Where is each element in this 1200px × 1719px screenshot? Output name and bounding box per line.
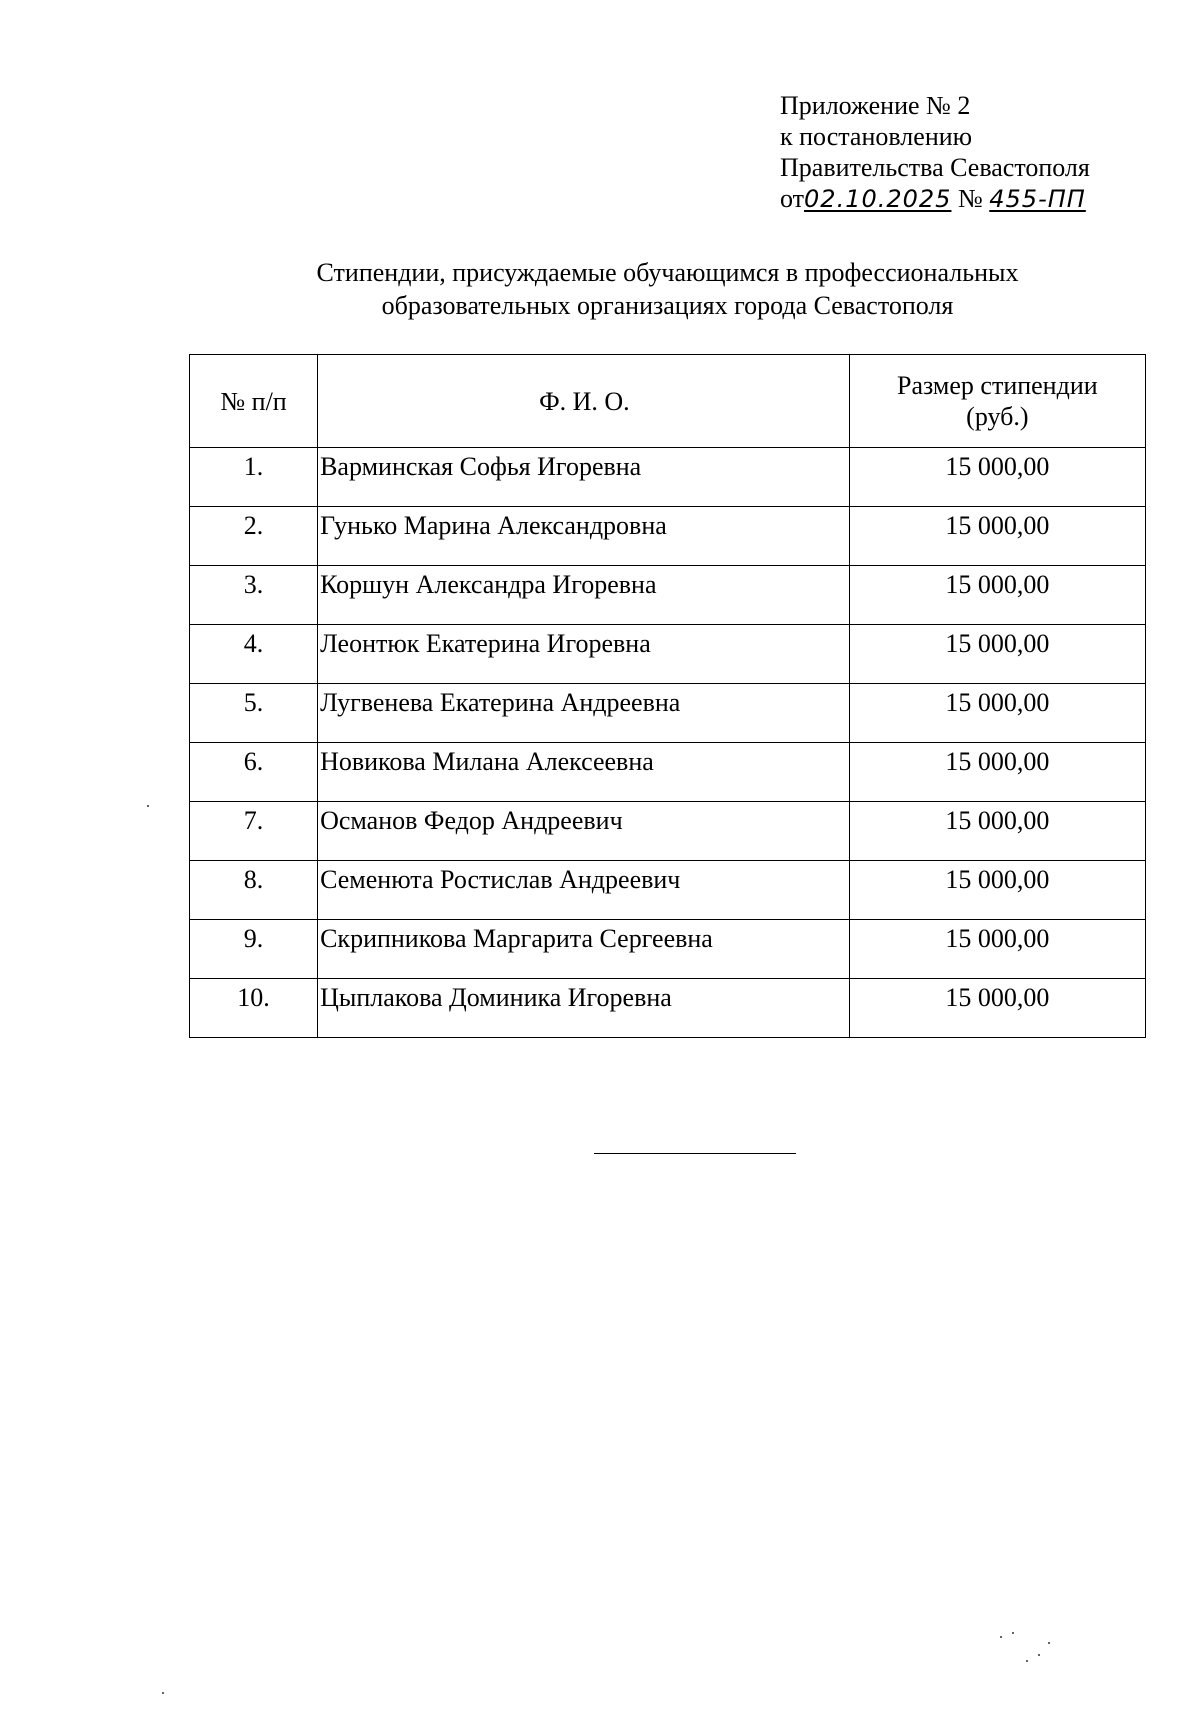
stipends-table <box>189 354 1146 1038</box>
scan-speck <box>147 805 149 807</box>
table-row <box>190 507 1146 566</box>
handwritten-number: 455-ПП <box>989 185 1086 213</box>
row-name: Скрипникова Маргарита Сергеевна <box>318 920 850 979</box>
table-row <box>190 448 1146 507</box>
scan-speck <box>162 1692 164 1694</box>
table-header-row <box>190 355 1146 448</box>
table-row <box>190 920 1146 979</box>
document-title <box>190 256 1145 322</box>
row-number: 6. <box>190 743 318 802</box>
row-amount: 15 000,00 <box>849 625 1145 684</box>
row-name: Коршун Александра Игоревна <box>318 566 850 625</box>
scan-speck <box>1012 1632 1014 1634</box>
appendix-date-line <box>780 183 1090 215</box>
handwritten-date: 02.10.2025 <box>804 185 952 213</box>
row-number: 4. <box>190 625 318 684</box>
table-row <box>190 625 1146 684</box>
row-amount: 15 000,00 <box>849 743 1145 802</box>
header-amount-line-1: Размер стипендии <box>897 371 1098 400</box>
row-name: Гунько Марина Александровна <box>318 507 850 566</box>
row-amount: 15 000,00 <box>849 802 1145 861</box>
appendix-line-1: Приложение № 2 <box>780 91 971 120</box>
scan-speck <box>1000 1636 1002 1638</box>
row-amount: 15 000,00 <box>849 861 1145 920</box>
table-row <box>190 979 1146 1038</box>
number-prefix: № <box>957 184 983 213</box>
scan-speck <box>1026 1660 1028 1662</box>
table-row <box>190 861 1146 920</box>
appendix-line-3: Правительства Севастополя <box>780 153 1090 182</box>
row-amount: 15 000,00 <box>849 979 1145 1038</box>
row-name: Семенюта Ростислав Андреевич <box>318 861 850 920</box>
row-amount: 15 000,00 <box>849 448 1145 507</box>
row-amount: 15 000,00 <box>849 920 1145 979</box>
row-number: 5. <box>190 684 318 743</box>
appendix-line-2: к постановлению <box>780 122 973 151</box>
row-number: 9. <box>190 920 318 979</box>
table-row <box>190 566 1146 625</box>
row-amount: 15 000,00 <box>849 684 1145 743</box>
table-body <box>190 448 1146 1038</box>
title-line-2: образовательных организациях города Севастополя <box>381 291 954 320</box>
title-line-1: Стипендии, присуждаемые обучающимся в профессиональных <box>316 258 1019 287</box>
row-number: 8. <box>190 861 318 920</box>
scan-speck <box>1048 1642 1050 1644</box>
header-amount-line-2: (руб.) <box>966 402 1029 431</box>
row-number: 3. <box>190 566 318 625</box>
row-name: Леонтюк Екатерина Игоревна <box>318 625 850 684</box>
row-name: Лугвенева Екатерина Андреевна <box>318 684 850 743</box>
row-number: 7. <box>190 802 318 861</box>
table-row <box>190 802 1146 861</box>
row-name: Новикова Милана Алексеевна <box>318 743 850 802</box>
header-num: № п/п <box>190 355 318 448</box>
row-amount: 15 000,00 <box>849 566 1145 625</box>
row-number: 10. <box>190 979 318 1038</box>
row-number: 1. <box>190 448 318 507</box>
row-name: Варминская Софья Игоревна <box>318 448 850 507</box>
table-row <box>190 684 1146 743</box>
end-rule <box>594 1153 796 1154</box>
table-row <box>190 743 1146 802</box>
appendix-header <box>780 90 1090 215</box>
row-number: 2. <box>190 507 318 566</box>
row-name: Цыплакова Доминика Игоревна <box>318 979 850 1038</box>
header-amount <box>849 355 1145 448</box>
header-name: Ф. И. О. <box>318 355 850 448</box>
row-name: Османов Федор Андреевич <box>318 802 850 861</box>
date-prefix: от <box>780 184 805 213</box>
row-amount: 15 000,00 <box>849 507 1145 566</box>
scan-speck <box>1038 1654 1040 1656</box>
